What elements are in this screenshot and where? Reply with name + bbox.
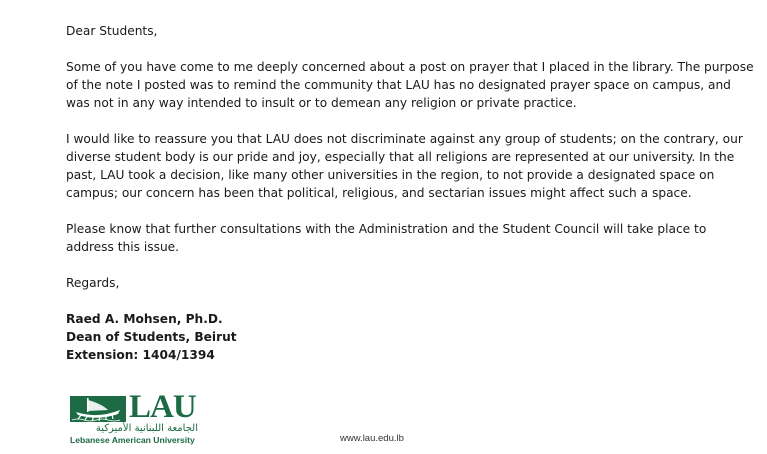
salutation: Dear Students, [66,24,158,38]
logo-english-name: Lebanese American University [70,435,195,445]
paragraph-purpose: Some of you have come to me deeply concerned about a post on prayer that I placed in the library. The purpose of the note I posted was to remind the community that LAU has no designated prayer space on campus, and was not in any way intended to insult or to demean any religion or private practice. [66,60,754,110]
signature-title: Dean of Students, Beirut [66,330,237,344]
signature-extension: Extension: 1404/1394 [66,348,215,362]
logo-arabic-name: الجامعة اللبنانية الأميركية [95,423,198,434]
website-url: www.lau.edu.lb [340,433,404,444]
lau-logo [68,389,208,450]
ship-emblem-icon [68,392,128,424]
signature-name: Raed A. Mohsen, Ph.D. [66,312,223,326]
paragraph-reassurance: I would like to reassure you that LAU does not discriminate against any group of students; on the contrary, our diverse student body is our pride and joy, especially that all religions are represented at our university. In the past, LAU took a decision, like many other universities in the region, to not provide a designated space on campus; our concern has been that political, religious, and sectarian issues might affect such a space. [66,132,743,200]
closing: Regards, [66,276,120,290]
letter-body [66,22,756,364]
signature-block [66,310,756,364]
paragraph-consultations: Please know that further consultations with the Administration and the Student Council will take place to address this issue. [66,222,707,254]
logo-wordmark: LAU [129,389,196,425]
